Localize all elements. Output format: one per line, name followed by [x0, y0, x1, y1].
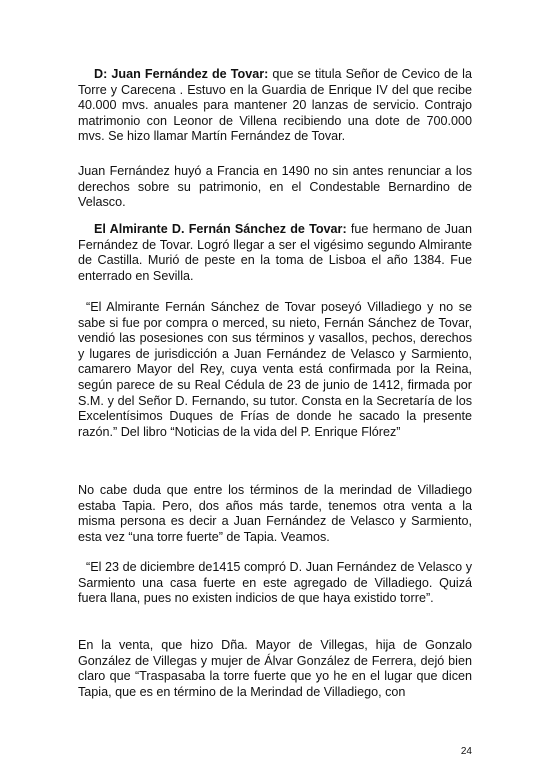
paragraph-quote-1415 [78, 560, 472, 607]
paragraph-quote-villadiego [78, 300, 472, 440]
paragraph-heading: D: Juan Fernández de Tovar: [94, 67, 269, 81]
paragraph-text: “El Almirante Fernán Sánchez de Tovar poseyó Villadiego y no se sabe si fue por compra o merced, su nieto, Fernán Sánchez de Tovar, vendió las posesiones con sus términos y vasallos, pechos, derechos y lugares de jurisdicción a Juan Fernández de Velasco y Sarmiento, camarero Mayor del Rey, cuya venta está confirmada por la Reina, según parece de su Real Cédula de 23 de junio de 1412, firmada por S.M. y del Señor D. Fernando, su tutor. Consta en la Secretaría de los Excelentísimos Duques de Frías de donde he sacado la presente razón.” Del libro “Noticias de la vida del P. Enrique Flórez” [78, 300, 472, 439]
paragraph-heading: El Almirante D. Fernán Sánchez de Tovar: [94, 222, 347, 236]
paragraph-text: “El 23 de diciembre de1415 compró D. Juan Fernández de Velasco y Sarmiento una casa fuerte en este agregado de Villadiego. Quizá fuera llana, pues no existen indicios de que haya existido torre”. [78, 560, 472, 606]
paragraph-text: No cabe duda que entre los términos de la merindad de Villadiego estaba Tapia. Pero, dos años más tarde, tenemos otra venta a la misma persona es decir a Juan Fernández de Velasco y Sarmiento, esta vez “una torre fuerte” de Tapia. Veamos. [78, 483, 472, 544]
paragraph-venta [78, 638, 472, 700]
paragraph-huyo-francia [78, 164, 472, 211]
paragraph-juan-fernandez [78, 67, 472, 145]
page-number: 24 [460, 746, 472, 757]
paragraph-tapia [78, 483, 472, 545]
paragraph-text: Juan Fernández huyó a Francia en 1490 no sin antes renunciar a los derechos sobre su patrimonio, en el Condestable Bernardino de Velasco. [78, 164, 472, 210]
paragraph-almirante [78, 222, 472, 284]
paragraph-text: fue hermano de Juan Fernández de Tovar. Logró llegar a ser el vigésimo segundo Almirante de Castilla. Murió de peste en la toma de Lisboa el año 1384. Fue enterrado en Sevilla. [78, 222, 472, 283]
paragraph-text: En la venta, que hizo Dña. Mayor de Villegas, hija de Gonzalo González de Villegas y mujer de Álvar González de Ferrera, dejó bien claro que “Traspasaba la torre fuerte que yo he en el lugar que dicen Tapia, que es en término de la Merindad de Villadiego, con [78, 638, 472, 699]
paragraph-text: que se titula Señor de Cevico de la Torre y Carecena . Estuvo en la Guardia de Enrique IV del que recibe 40.000 mvs. anuales para mantener 20 lanzas de servicio. Contrajo matrimonio con Leonor de Villena recibiendo una dote de 700.000 mvs. Se hizo llamar Martín Fernández de Tovar. [78, 67, 472, 144]
